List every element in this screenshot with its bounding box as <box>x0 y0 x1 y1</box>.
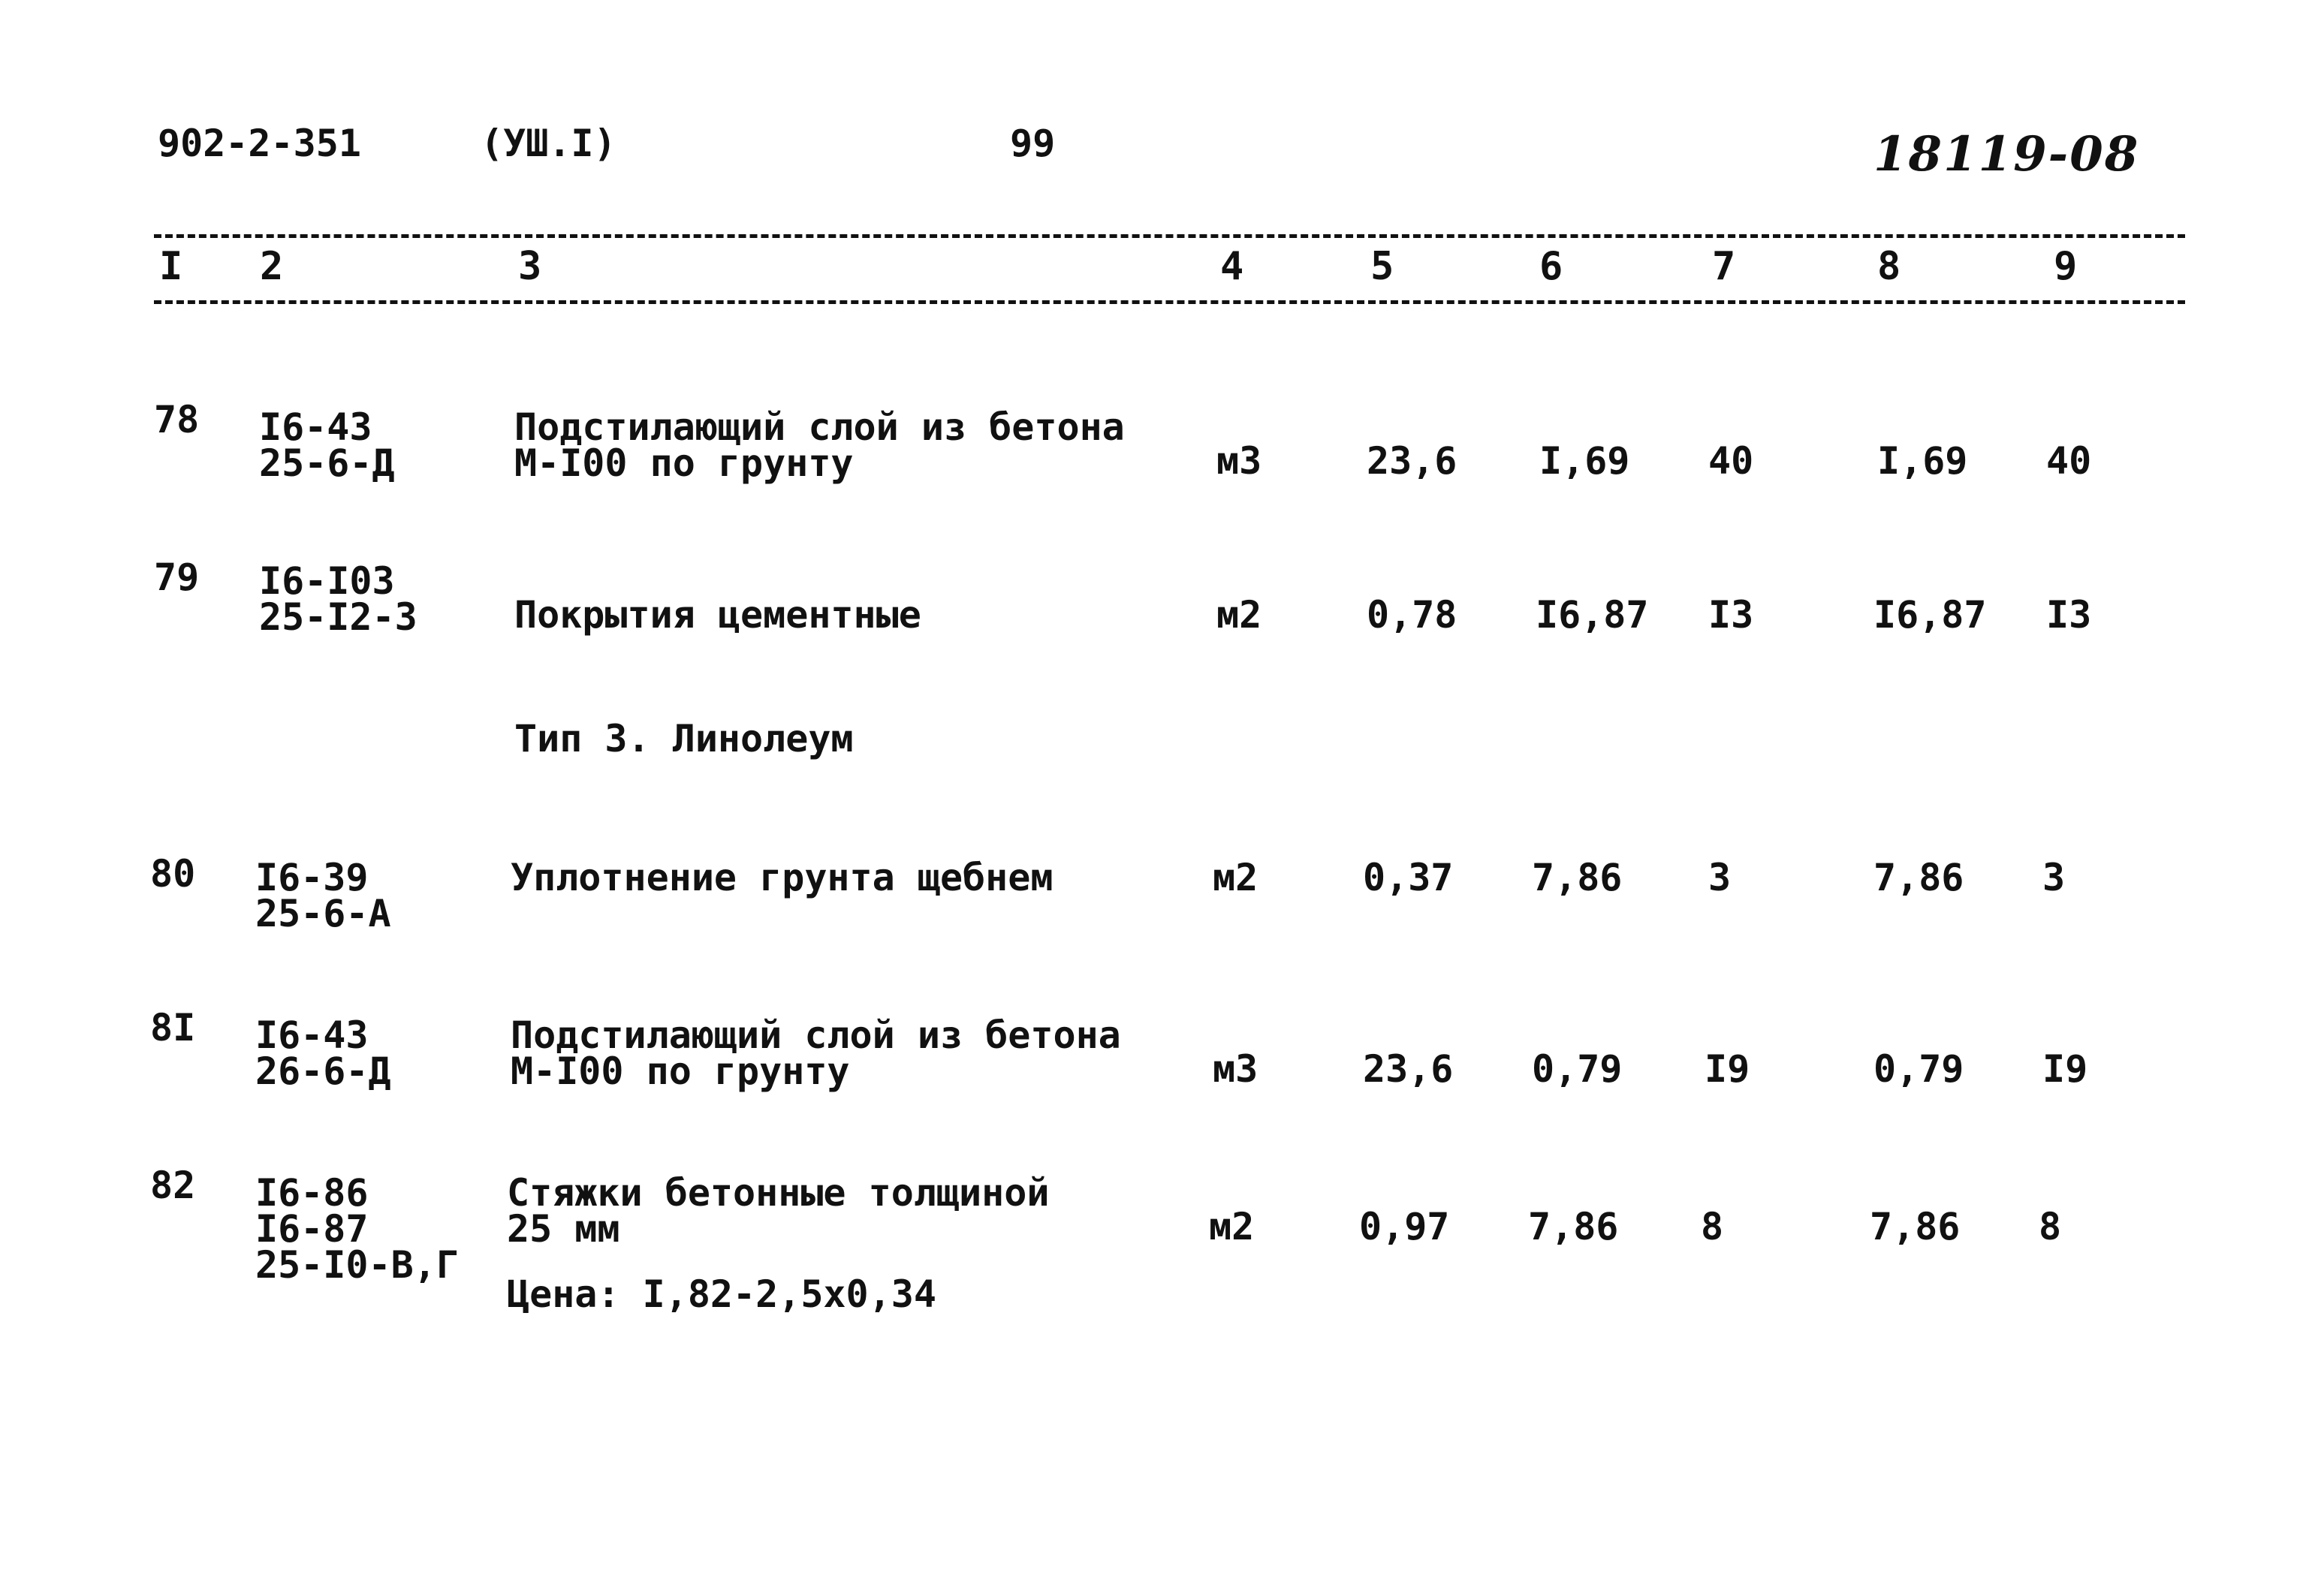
row-norm-codes: I6-I03 25-I2-3 <box>259 559 417 639</box>
section-label: (УШ.I) <box>481 122 616 165</box>
row-col9: 3 <box>2042 856 2066 899</box>
column-header-6: 6 <box>1539 244 1563 289</box>
row-col9: 8 <box>2039 1205 2062 1248</box>
row-col6: 7,86 <box>1528 1205 1619 1248</box>
row-col9: 40 <box>2046 439 2092 483</box>
row-col9: I9 <box>2042 1047 2088 1091</box>
row-col5: 23,6 <box>1367 439 1457 483</box>
section-title: Тип 3. Линолеум <box>514 717 854 760</box>
row-col6: I6,87 <box>1536 593 1649 637</box>
row-col7: I3 <box>1708 593 1754 637</box>
row-description: Подстилающий слой из бетона М-I00 по грунту <box>511 1013 1121 1093</box>
row-description: Стяжки бетонные толщиной 25 мм <box>507 1171 1050 1251</box>
page-number: 99 <box>1010 122 1056 165</box>
row-number: 78 <box>154 398 200 441</box>
row-col5: 0,37 <box>1363 856 1454 899</box>
row-unit: м2 <box>1209 1205 1255 1248</box>
column-header-4: 4 <box>1220 244 1244 289</box>
row-col7: 40 <box>1708 439 1754 483</box>
row-col7: I9 <box>1705 1047 1750 1091</box>
row-unit: м2 <box>1213 856 1259 899</box>
row-number: 82 <box>150 1164 196 1207</box>
price-note: Цена: I,82-2,5х0,34 <box>507 1272 936 1316</box>
row-unit: м3 <box>1216 439 1262 483</box>
header-rule-top <box>154 234 2185 238</box>
row-col8: 7,86 <box>1870 1205 1961 1248</box>
row-description: Уплотнение грунта щебнем <box>511 856 1054 899</box>
column-header-1: I <box>159 244 183 289</box>
row-number: 8I <box>150 1006 196 1049</box>
row-number: 79 <box>154 556 200 599</box>
row-col9: I3 <box>2046 593 2092 637</box>
row-col8: I,69 <box>1877 439 1968 483</box>
column-header-5: 5 <box>1370 244 1394 289</box>
row-number: 80 <box>150 852 196 896</box>
row-col6: 7,86 <box>1532 856 1623 899</box>
row-col7: 8 <box>1701 1205 1724 1248</box>
archive-number: 18119-08 <box>1873 126 2140 182</box>
row-col7: 3 <box>1708 856 1732 899</box>
document-code: 902-2-351 <box>158 122 361 165</box>
column-header-7: 7 <box>1712 244 1736 289</box>
row-col6: 0,79 <box>1532 1047 1623 1091</box>
row-col5: 0,78 <box>1367 593 1457 637</box>
row-col8: 0,79 <box>1873 1047 1964 1091</box>
row-description: Покрытия цементные <box>514 593 921 637</box>
row-col8: 7,86 <box>1873 856 1964 899</box>
row-col8: I6,87 <box>1873 593 1987 637</box>
row-col5: 0,97 <box>1359 1205 1450 1248</box>
column-header-3: 3 <box>518 244 542 289</box>
row-unit: м2 <box>1216 593 1262 637</box>
row-description: Подстилающий слой из бетона М-I00 по грунту <box>514 405 1125 485</box>
row-col5: 23,6 <box>1363 1047 1454 1091</box>
header-rule-bottom <box>154 300 2185 304</box>
row-norm-codes: I6-43 25-6-Д <box>259 405 395 485</box>
column-header-8: 8 <box>1877 244 1901 289</box>
row-norm-codes: I6-86 I6-87 25-I0-В,Г <box>255 1171 459 1287</box>
row-col6: I,69 <box>1539 439 1630 483</box>
column-header-2: 2 <box>260 244 284 289</box>
column-header-9: 9 <box>2054 244 2078 289</box>
row-norm-codes: I6-39 25-6-А <box>255 856 391 935</box>
row-unit: м3 <box>1213 1047 1259 1091</box>
row-norm-codes: I6-43 26-6-Д <box>255 1013 391 1093</box>
